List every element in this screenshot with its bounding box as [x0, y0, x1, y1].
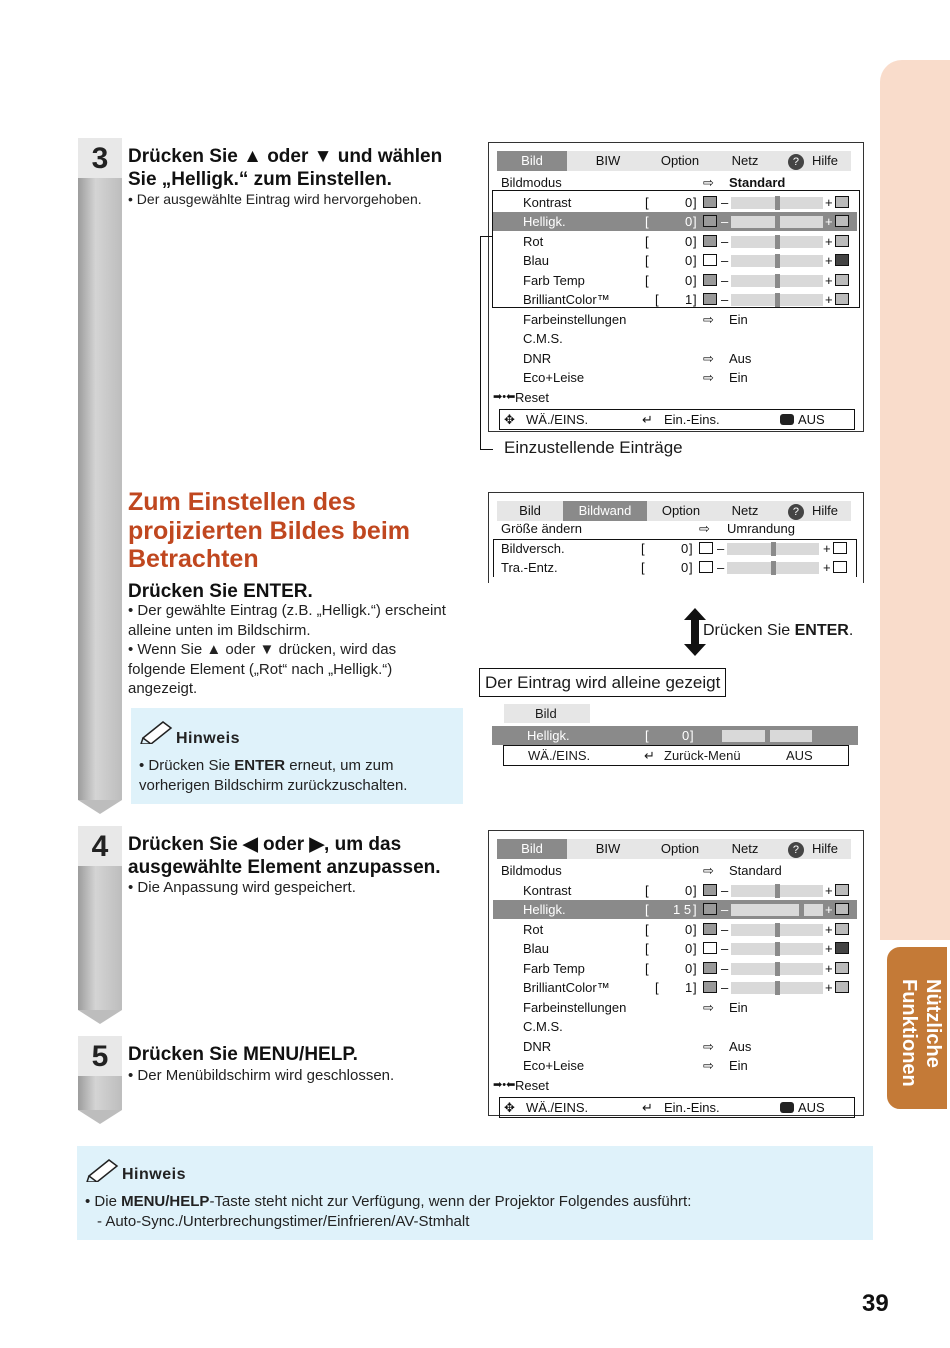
step-3-bullet: • Der ausgewählte Eintrag wird hervorgehoben.	[128, 191, 422, 207]
bracket-close: ]	[693, 960, 697, 976]
menu-row-label: Bildversch.	[501, 540, 565, 556]
menu-row-value: 0	[685, 882, 693, 898]
plus-sign: +	[825, 233, 833, 249]
value-slider[interactable]	[731, 904, 823, 916]
enter-icon: ↵	[642, 412, 653, 427]
menu-row-label: Rot	[523, 921, 544, 937]
step-4-bullet: • Die Anpassung wird gespeichert.	[128, 879, 356, 896]
menu-row[interactable]	[493, 861, 857, 880]
note-2-line-1: • Die MENU/HELP-Taste steht nicht zur Verfügung, wenn der Projektor Folgendes ausführt:	[85, 1193, 692, 1210]
menu-row-label: BrilliantColor™	[523, 980, 610, 995]
row-icon	[835, 962, 849, 974]
step-5-number: 5	[91, 1040, 109, 1073]
note-2	[77, 1146, 873, 1240]
enter-icon: ↵	[644, 748, 655, 763]
plus-sign: +	[825, 941, 833, 956]
arrow-right-icon: ⇨	[703, 311, 714, 327]
minus-sign: –	[721, 214, 729, 229]
menu-row[interactable]	[493, 368, 857, 387]
bracket-open: [	[645, 233, 649, 249]
tab-netz[interactable]: Netz	[731, 841, 759, 856]
row-icon	[703, 903, 717, 915]
menu-row-label: Helligk.	[523, 214, 566, 229]
step-5-bullet: • Der Menübildschirm wird geschlossen.	[128, 1067, 395, 1084]
menu-row-value: 0	[685, 960, 693, 976]
tab-netz[interactable]: Netz	[731, 503, 759, 518]
side-tab-useful-functions[interactable]	[884, 944, 950, 1112]
bracket-close: ]	[693, 233, 697, 249]
mini-tab: Bild	[504, 704, 590, 723]
menu-row-label: Farb Temp	[523, 960, 585, 976]
menu-row-value: Umrandung	[727, 521, 795, 536]
menu-row-value: 0	[685, 194, 693, 210]
menu-row[interactable]	[493, 978, 857, 997]
menu-row-label: Tra.-Entz.	[501, 560, 558, 575]
row-icon	[835, 903, 849, 915]
callout-line	[480, 236, 493, 450]
arrow-right-icon: ⇨	[703, 350, 714, 366]
value-slider[interactable]	[731, 963, 823, 975]
enter-icon: ↵	[642, 1100, 653, 1115]
bracket-close: ]	[693, 882, 697, 898]
bracket-close: ]	[693, 902, 697, 917]
menu-row[interactable]	[493, 998, 857, 1017]
footer-select: WÄ./EINS.	[526, 1100, 589, 1115]
menu-row-value: 0	[685, 253, 693, 268]
slider-knob[interactable]	[775, 981, 780, 995]
move-icon: ✥	[504, 1100, 515, 1115]
menu-row[interactable]	[493, 388, 857, 407]
bracket-close: ]	[689, 540, 693, 556]
help-icon: ?	[788, 154, 804, 170]
menu-row-value: Standard	[729, 863, 782, 878]
mini-footer-select: WÄ./EINS.	[528, 748, 591, 763]
step-3-title: Drücken Sie ▲ oder ▼ und wählen Sie „Helligk.“ zum Einstellen.	[128, 146, 443, 190]
menu-row-label: Farbeinstellungen	[523, 311, 627, 327]
menu-row[interactable]	[493, 1017, 857, 1036]
arrow-right-icon: ⇨	[703, 175, 714, 190]
tab-option[interactable]: Option	[660, 153, 700, 168]
menu-row-value: Standard	[729, 175, 786, 190]
enter-callout: Drücken Sie ENTER.	[703, 622, 854, 639]
bracket-close: ]	[693, 253, 697, 268]
slider-knob[interactable]	[775, 962, 780, 976]
mini-bracket-close: ]	[690, 728, 694, 743]
menu-row-label: Reset	[515, 1077, 549, 1093]
bracket-open: [	[641, 560, 645, 575]
tab-bild[interactable]: Bild	[497, 151, 567, 171]
footer-enter: Ein.-Eins.	[664, 1100, 720, 1115]
minus-sign: –	[721, 980, 729, 995]
mini-row-label: Helligk.	[527, 728, 570, 743]
row-icon	[835, 884, 849, 896]
tab-hilfe[interactable]: ? Hilfe	[775, 151, 851, 171]
menu-row[interactable]	[493, 519, 857, 538]
callout-items: Einzustellende Einträge	[504, 438, 683, 457]
page-number: 39	[862, 1290, 889, 1317]
bracket-open: [	[655, 292, 659, 307]
menu-row-label: C.M.S.	[523, 331, 563, 346]
menu-row-value: Aus	[729, 1038, 752, 1054]
help-icon: ?	[788, 504, 804, 520]
arrow-right-icon: ⇨	[703, 370, 714, 385]
menu-row-label: Größe ändern	[501, 521, 582, 536]
menu-row[interactable]	[493, 349, 857, 368]
bracket-open: [	[641, 540, 645, 556]
menu-row-label: Reset	[515, 389, 549, 405]
tab-hilfe[interactable]: ? Hilfe	[775, 501, 851, 521]
minus-sign: –	[721, 882, 729, 898]
minus-sign: –	[721, 960, 729, 976]
tab-biw[interactable]: BIW	[595, 841, 621, 856]
bracket-open: [	[645, 272, 649, 288]
row-icon	[703, 942, 717, 954]
slider-knob[interactable]	[775, 884, 780, 898]
exit-icon	[780, 414, 794, 425]
menu-row-value: 0	[681, 560, 689, 575]
mini-row[interactable]	[492, 726, 858, 745]
menu-row-label: Blau	[523, 941, 550, 956]
menu-row-value: 0	[681, 540, 689, 556]
footer-exit: AUS	[798, 1100, 825, 1115]
bracket-close: ]	[689, 560, 693, 575]
menu-row-value: 1	[685, 292, 693, 307]
menu-row-label: C.M.S.	[523, 1019, 563, 1034]
move-icon: ✥	[504, 412, 515, 427]
menu-row-label: Blau	[523, 253, 550, 268]
plus-sign: +	[825, 253, 833, 268]
row-icon	[703, 923, 717, 935]
menu-row-value: 1	[685, 980, 693, 995]
step-4-bar	[78, 826, 122, 1010]
bracket-close: ]	[693, 272, 697, 288]
section-headline: Zum Einstellen des projizierten Bildes beim Betrachten	[128, 488, 411, 573]
mini-bracket-open: [	[645, 728, 649, 743]
menu-row-value: Aus	[729, 350, 752, 366]
footer-exit: AUS	[798, 412, 825, 427]
menu-row[interactable]	[493, 900, 857, 919]
plus-sign: +	[825, 882, 833, 898]
alone-box: Der Eintrag wird alleine gezeigt	[479, 668, 726, 697]
selected-items-bracket	[492, 190, 860, 308]
minus-sign: –	[721, 194, 729, 210]
menu-row[interactable]	[493, 920, 857, 939]
menu-row[interactable]	[493, 329, 857, 348]
menu-row-value: 0	[685, 941, 693, 956]
menu-row[interactable]	[493, 310, 857, 329]
plus-sign: +	[825, 921, 833, 937]
tab-bild[interactable]: Bild	[519, 503, 541, 518]
mini-footer-back: Zurück-Menü	[664, 748, 741, 763]
tab-bildwand[interactable]: Bildwand	[563, 501, 647, 521]
mini-footer	[503, 745, 849, 766]
menu-tabs	[497, 839, 851, 859]
minus-sign: –	[721, 902, 729, 917]
bracket-open: [	[645, 921, 649, 937]
bracket-close: ]	[693, 921, 697, 937]
menu-row-label: Farb Temp	[523, 272, 585, 288]
pencil-icon	[85, 1156, 123, 1182]
plus-sign: +	[825, 214, 833, 229]
reset-arrows-icon: ➡•⬅	[493, 1078, 516, 1091]
menu-row-label: Eco+Leise	[523, 370, 585, 385]
wall-bracket	[493, 539, 857, 577]
note-2-line-2: - Auto-Sync./Unterbrechungstimer/Einfrieren/AV-Stmhalt	[97, 1213, 470, 1230]
arrow-right-icon: ⇨	[703, 1058, 714, 1073]
row-icon	[835, 981, 849, 993]
menu-row[interactable]	[493, 1037, 857, 1056]
tab-bild[interactable]: Bild	[497, 839, 567, 859]
arrow-right-icon: ⇨	[703, 1038, 714, 1054]
minus-sign: –	[721, 272, 729, 288]
plus-sign: +	[825, 272, 833, 288]
plus-sign: +	[823, 560, 831, 575]
menu-row-label: Bildmodus	[501, 863, 562, 878]
slider-knob[interactable]	[799, 903, 804, 917]
bracket-open: [	[645, 960, 649, 976]
step-4-title: Drücken Sie ◀ oder ▶, um das ausgewählte Element anzupassen.	[128, 834, 441, 878]
plus-sign: +	[825, 960, 833, 976]
plus-sign: +	[825, 980, 833, 995]
footer-enter: Ein.-Eins.	[664, 412, 720, 427]
tab-option[interactable]: Option	[660, 841, 700, 856]
menu-row-value: Ein	[729, 999, 748, 1015]
row-icon	[835, 923, 849, 935]
plus-sign: +	[825, 902, 833, 917]
menu-footer	[499, 409, 855, 430]
menu-row-label: DNR	[523, 350, 552, 366]
menu-row-label: Bildmodus	[501, 175, 562, 190]
menu-row-label: Kontrast	[523, 882, 572, 898]
bracket-open: [	[645, 214, 649, 229]
footer-select: WÄ./EINS.	[526, 412, 589, 427]
menu-row[interactable]	[493, 1056, 857, 1075]
note-2-heading: Hinweis	[122, 1166, 186, 1183]
menu-row[interactable]	[493, 1076, 857, 1095]
value-slider[interactable]	[731, 885, 823, 897]
plus-sign: +	[825, 292, 833, 307]
bracket-open: [	[645, 902, 649, 917]
menu-row-label: DNR	[523, 1038, 552, 1054]
menu-row-label: Rot	[523, 233, 544, 249]
bracket-open: [	[645, 253, 649, 268]
menu-row-label: Eco+Leise	[523, 1058, 585, 1073]
menu-tabs	[497, 151, 851, 171]
help-icon: ?	[788, 842, 804, 858]
menu-row-value: 0	[685, 214, 693, 229]
side-tab-background	[880, 60, 950, 940]
menu-row[interactable]	[493, 939, 857, 958]
bracket-close: ]	[693, 941, 697, 956]
tab-hilfe[interactable]: ? Hilfe	[775, 839, 851, 859]
value-slider[interactable]	[731, 943, 823, 955]
menu-row-label: Helligk.	[523, 902, 566, 917]
menu-row-value: 0	[685, 233, 693, 249]
enter-bullet-2: • Wenn Sie ▲ oder ▼ drücken, wird das folgende Element („Rot“ nach „Helligk.“) angezeigt.	[128, 641, 397, 697]
pencil-icon	[139, 718, 177, 744]
menu-footer	[499, 1097, 855, 1118]
menu-screen-adjusted	[488, 830, 864, 1116]
minus-sign: –	[721, 941, 729, 956]
slider-knob[interactable]	[775, 942, 780, 956]
step-3-number: 3	[91, 142, 109, 175]
bracket-close: ]	[693, 214, 697, 229]
menu-row-label: BrilliantColor™	[523, 292, 610, 307]
arrow-right-icon: ⇨	[703, 999, 714, 1015]
bracket-open: [	[645, 882, 649, 898]
note-1-heading: Hinweis	[176, 730, 240, 747]
bracket-close: ]	[693, 194, 697, 210]
tab-biw[interactable]: BIW	[595, 153, 621, 168]
slider-knob[interactable]	[775, 923, 780, 937]
row-icon	[703, 981, 717, 993]
step-3-bar	[78, 138, 122, 800]
note-1	[131, 708, 463, 804]
step-5-bar	[78, 1036, 122, 1110]
bracket-close: ]	[693, 980, 697, 995]
menu-row-value: Ein	[729, 370, 748, 385]
bracket-close: ]	[693, 292, 697, 307]
menu-row-label: Kontrast	[523, 194, 572, 210]
menu-row-value: Ein	[729, 311, 748, 327]
plus-sign: +	[825, 194, 833, 210]
value-slider[interactable]	[731, 924, 823, 936]
bracket-open: [	[645, 941, 649, 956]
step-5-title: Drücken Sie MENU/HELP.	[128, 1044, 358, 1065]
menu-row-value: 0	[685, 921, 693, 937]
exit-icon	[780, 1102, 794, 1113]
enter-title: Drücken Sie ENTER.	[128, 581, 313, 602]
menu-row[interactable]	[493, 881, 857, 900]
menu-row-value: 1 5	[673, 902, 692, 917]
minus-sign: –	[717, 560, 725, 575]
menu-row-label: Farbeinstellungen	[523, 999, 627, 1015]
arrow-right-icon: ⇨	[699, 521, 710, 536]
menu-row-value: Ein	[729, 1058, 748, 1073]
menu-row-value: 0	[685, 272, 693, 288]
minus-sign: –	[721, 292, 729, 307]
tab-netz[interactable]: Netz	[731, 153, 759, 168]
minus-sign: –	[721, 921, 729, 937]
value-slider[interactable]	[731, 982, 823, 994]
plus-sign: +	[823, 540, 831, 556]
minus-sign: –	[717, 540, 725, 556]
mini-row-value: 0	[682, 728, 690, 743]
menu-row[interactable]	[493, 959, 857, 978]
menu-tabs	[497, 501, 851, 521]
minus-sign: –	[721, 233, 729, 249]
row-icon	[703, 884, 717, 896]
bracket-open: [	[655, 980, 659, 995]
row-icon	[835, 942, 849, 954]
mini-slider[interactable]	[722, 730, 812, 742]
tab-option[interactable]: Option	[661, 503, 701, 518]
reset-arrows-icon: ➡•⬅	[493, 390, 516, 403]
mini-footer-off: AUS	[786, 748, 813, 763]
side-tab-label: Nützliche Funktionen	[898, 979, 944, 1087]
step-4-number: 4	[91, 830, 109, 863]
minus-sign: –	[721, 253, 729, 268]
menu-screen-wall	[488, 492, 864, 583]
row-icon	[703, 962, 717, 974]
bracket-open: [	[645, 194, 649, 210]
enter-bullet-1: • Der gewählte Eintrag (z.B. „Helligk.“) erscheint alleine unten im Bildschirm.	[128, 602, 446, 639]
note-1-text: • Drücken Sie ENTER erneut, um zum vorherigen Bildschirm zurückzuschalten.	[139, 757, 408, 794]
arrow-right-icon: ⇨	[703, 863, 714, 878]
